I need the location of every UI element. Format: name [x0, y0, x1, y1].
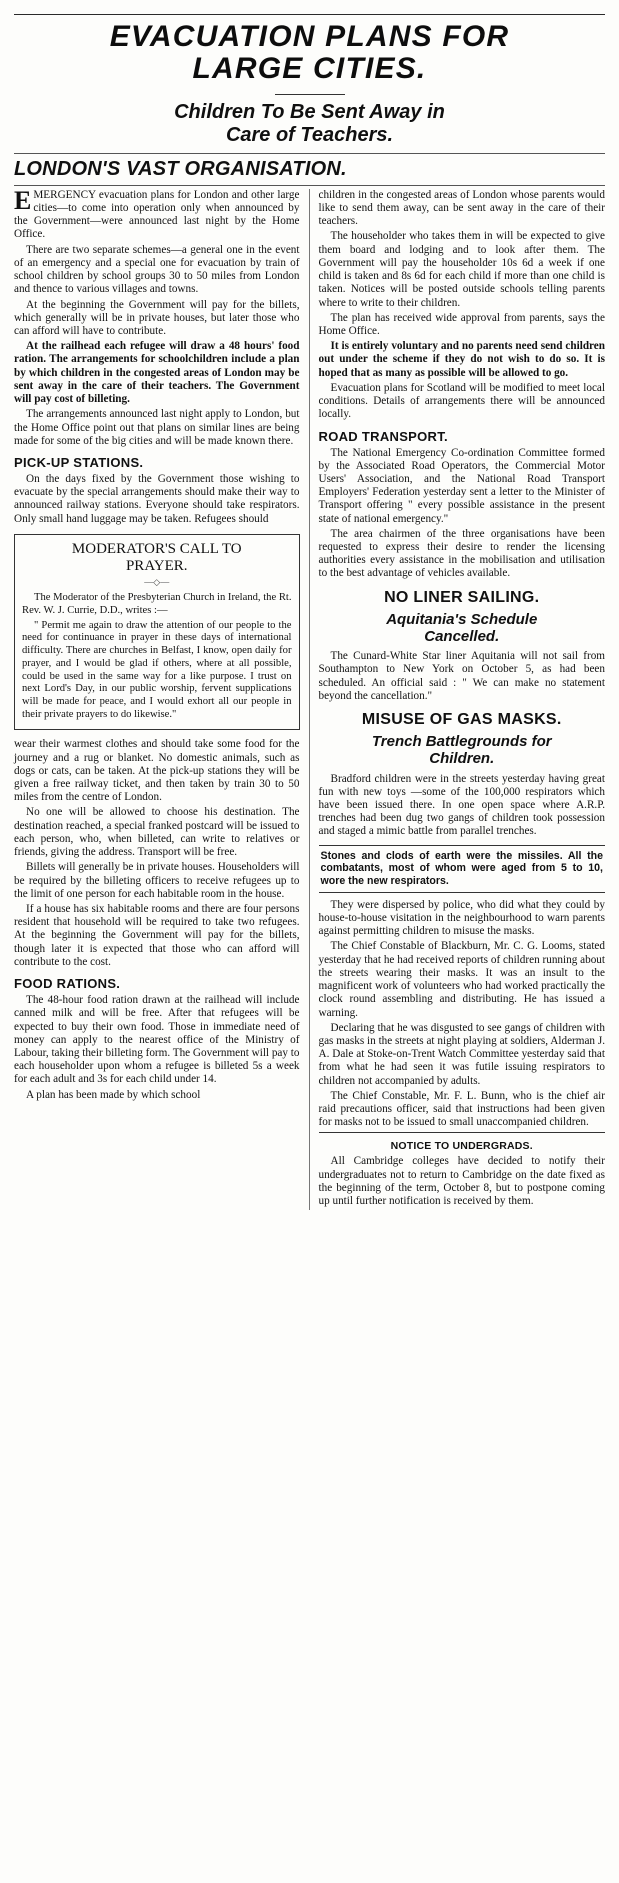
masks-subheading-line-1: Trench Battlegrounds for: [371, 733, 552, 751]
paragraph: At the beginning the Government will pay for the billets, which generally will be in private houses, but later those who can afford will have to contribute.: [14, 298, 300, 337]
box-title-line-2: PRAYER.: [125, 558, 188, 575]
section-heading-notice-to-undergrads: NOTICE TO UNDERGRADS.: [390, 1140, 533, 1153]
section-heading-no-liner-sailing: NO LINER SAILING.: [384, 588, 540, 606]
paragraph: There are two separate schemes—a general one in the event of an emergency and a special one for evacuation by train of school children by school groups 30 to 50 miles from London and thence to various villages and towns.: [14, 243, 300, 296]
paragraph: Billets will generally be in private houses. Householders will be required by the billeting officers to receive refugees up to the limit of one person for each habitable room in the house.: [14, 861, 300, 900]
article-columns: [14, 185, 605, 1211]
paragraph: If a house has six habitable rooms and there are four persons resident that household will be required to take two refugees. At the beginning the Government will pay for the billets, though later it is expected that those who can afford will contribute to the cost.: [14, 902, 300, 968]
section-heading-road-transport: ROAD TRANSPORT.: [318, 428, 448, 444]
headline-line-2: LARGE CITIES.: [192, 52, 427, 86]
paragraph: The Cunard-White Star liner Aquitania will not sail from Southampton to New York on October 5, as had been scheduled. An official said : " We can make no statement beyond the cancellation.": [318, 650, 605, 702]
page-title: [14, 21, 605, 86]
paragraph: The National Emergency Co-ordination Committee formed by the Associated Road Operators, the Commercial Motor Users' Association, and the National Road Transport Employers' Federation yesterday sent a letter to the Minister of Transport offering " every possible assistance in the present state of national emergency.": [318, 446, 605, 525]
section-subheading-aquitania: [319, 611, 606, 646]
box-quote-paragraph: " Permit me again to draw the attention of our people to the need for continuance in prayer in these days of international difficulty. There are churches in Belfast, I know, open daily for prayer, and I would be glad if others, where at all possible, could be used in the same way for a like purpose. I trust on next Lord's Day, in our public worship, fervent supplications will be made for peace, and I would exhort all our people in their private prayers to do likewise.": [22, 619, 292, 720]
section-subheading-trench-battlegrounds: [319, 733, 606, 768]
kicker-rule: [14, 153, 605, 154]
box-intro-paragraph: The Moderator of the Presbyterian Church in Ireland, the Rt. Rev. W. J. Currie, D.D., writes :—: [22, 592, 292, 617]
paragraph: The 48-hour food ration drawn at the railhead will include canned milk and will be free. After that refugees will be expected to buy their own food. Those in immediate need of money can apply to the nearest office of the Ministry of Labour, taking their billeting form. The Government will pay to each householder upon whom a refugee is billeted 5s a week for each adult and 3s for each child under 14.: [14, 994, 300, 1086]
section-heading-food-rations: FOOD RATIONS.: [14, 976, 121, 992]
paragraph: Declaring that he was disgusted to see gangs of children with gas masks in the streets at night playing at soldiers, Alderman J. A. Dale at Stoke-on-Trent Watch Committee yesterday said that from what he had seen it was futile issuing respirators to children not accompanied by adults.: [318, 1021, 605, 1087]
paragraph: The householder who takes them in will be expected to give them board and lodging and to look after them. The Government will pay the householder 10s 6d a week if one child is taken and 8s 6d for each child if more than one child is taken. Notices will be posted outside schools telling parents where to write to their children.: [318, 230, 605, 309]
subheadline-line-2: Care of Teachers.: [225, 123, 394, 146]
masks-subheading-line-2: Children.: [429, 750, 495, 768]
headline-line-1: EVACUATION PLANS FOR: [109, 20, 510, 53]
paragraph: A plan has been made by which school: [26, 1088, 201, 1101]
paragraph-bold: At the railhead each refugee will draw a 48 hours' food ration. The arrangements for schoolchildren include a plan by which children in the congested areas of London may be sent away in the care of their teachers. The Government will pay cost of billeting.: [14, 340, 300, 406]
paragraph: The arrangements announced last night apply to London, but the Home Office point out that plans on similar lines are being made for some of the big cities and will be made known there.: [14, 408, 300, 447]
paragraph: The Chief Constable, Mr. F. L. Bunn, who is the chief air raid precautions officer, said that instructions had been given for masks not to be issued to small unaccompanied children.: [318, 1089, 605, 1129]
paragraph: children in the congested areas of London whose parents would like to send them away, can be sent away in the care of their teachers.: [318, 188, 605, 228]
paragraph: All Cambridge colleges have decided to notify their undergraduates not to return to Cambridge on the date fixed as the beginning of the term, October 8, but to postpone coming up until further notification is received by them.: [318, 1155, 605, 1208]
paragraph: The plan has received wide approval from parents, says the Home Office.: [318, 311, 605, 337]
kicker-headline: LONDON'S VAST ORGANISATION.: [14, 157, 347, 180]
paragraph: On the days fixed by the Government those wishing to evacuate by the special arrangements should make their way to announced railway stations. Everyone should take respirators. Only small hand luggage may be taken. Refugees should: [14, 472, 300, 525]
left-column: [14, 185, 310, 1211]
paragraph: wear their warmest clothes and should take some food for the journey and a rug or blanket. No domestic animals, such as dogs or cats, can be taken. At the pick-up stations they will be given a free railway ticket, and then taken by train 30 to 50 miles from the centre of London.: [14, 738, 300, 804]
notice-divider: [319, 1132, 606, 1133]
paragraph: The area chairmen of the three organisations have been requested to express their desire to render the licensing authorities every assistance in the mobilisation and utilisation to the best advantage of vehicles available.: [318, 527, 605, 580]
subheadline-line-1: Children To Be Sent Away in: [174, 100, 445, 123]
section-heading-misuse-of-gas-masks: MISUSE OF GAS MASKS.: [361, 711, 562, 729]
kicker-rule-bottom: [14, 185, 605, 186]
section-heading-pick-up-stations: PICK-UP STATIONS.: [14, 454, 144, 470]
paragraph: Evacuation plans for Scotland will be modified to meet local conditions. Details of arrangements there will be announced locally.: [318, 381, 605, 421]
box-ornament: —◇—: [144, 577, 170, 588]
highlighted-quote-box: Stones and clods of earth were the missiles. All the combatants, most of whom were aged from 5 to 10, wore the new respirators.: [319, 845, 606, 893]
sub-headline: [14, 101, 605, 147]
moderators-call-box: [14, 534, 300, 731]
paragraph: No one will be allowed to choose his destination. The destination reached, a special franked postcard will be issued to each person, who, when billeted, can write to relatives or friends, giving the address. Transport will be free.: [14, 806, 300, 859]
paragraph: Bradford children were in the streets yesterday having great fun with new toys —some of the 100,000 respirators which have been issued there. In one open space where A.R.P. trenches had been dug two gangs of children took possession and staged a mimic battle from parallel trenches.: [318, 772, 605, 838]
lead-paragraph: EMERGENCY evacuation plans for London and other large cities—to come into operation only when announced by the Government—were announced last night by the Home Office.: [14, 185, 300, 241]
liner-subheading-line-1: Aquitania's Schedule: [386, 610, 538, 628]
headline-divider: [275, 94, 345, 95]
top-rule: [14, 14, 605, 15]
paragraph-bold: It is entirely voluntary and no parents need send children out under the scheme if they do not wish to do so. It is hoped that as many as possible will be allowed to go.: [318, 340, 605, 379]
box-title: [22, 541, 292, 576]
box-title-line-1: MODERATOR'S CALL TO: [71, 540, 242, 557]
liner-subheading-line-2: Cancelled.: [424, 627, 500, 645]
paragraph: They were dispersed by police, who did what they could by house-to-house visitation in the neighbourhood to warn parents against permitting children to misuse the masks.: [318, 898, 605, 938]
right-column: [310, 189, 606, 1211]
paragraph: The Chief Constable of Blackburn, Mr. C. G. Looms, stated yesterday that he had received reports of children running about the streets wearing their masks. It was an insult to the magnificent work of volunteers who had worked practically the clock round assembling and distributing. He has issued a warning.: [318, 940, 605, 1019]
